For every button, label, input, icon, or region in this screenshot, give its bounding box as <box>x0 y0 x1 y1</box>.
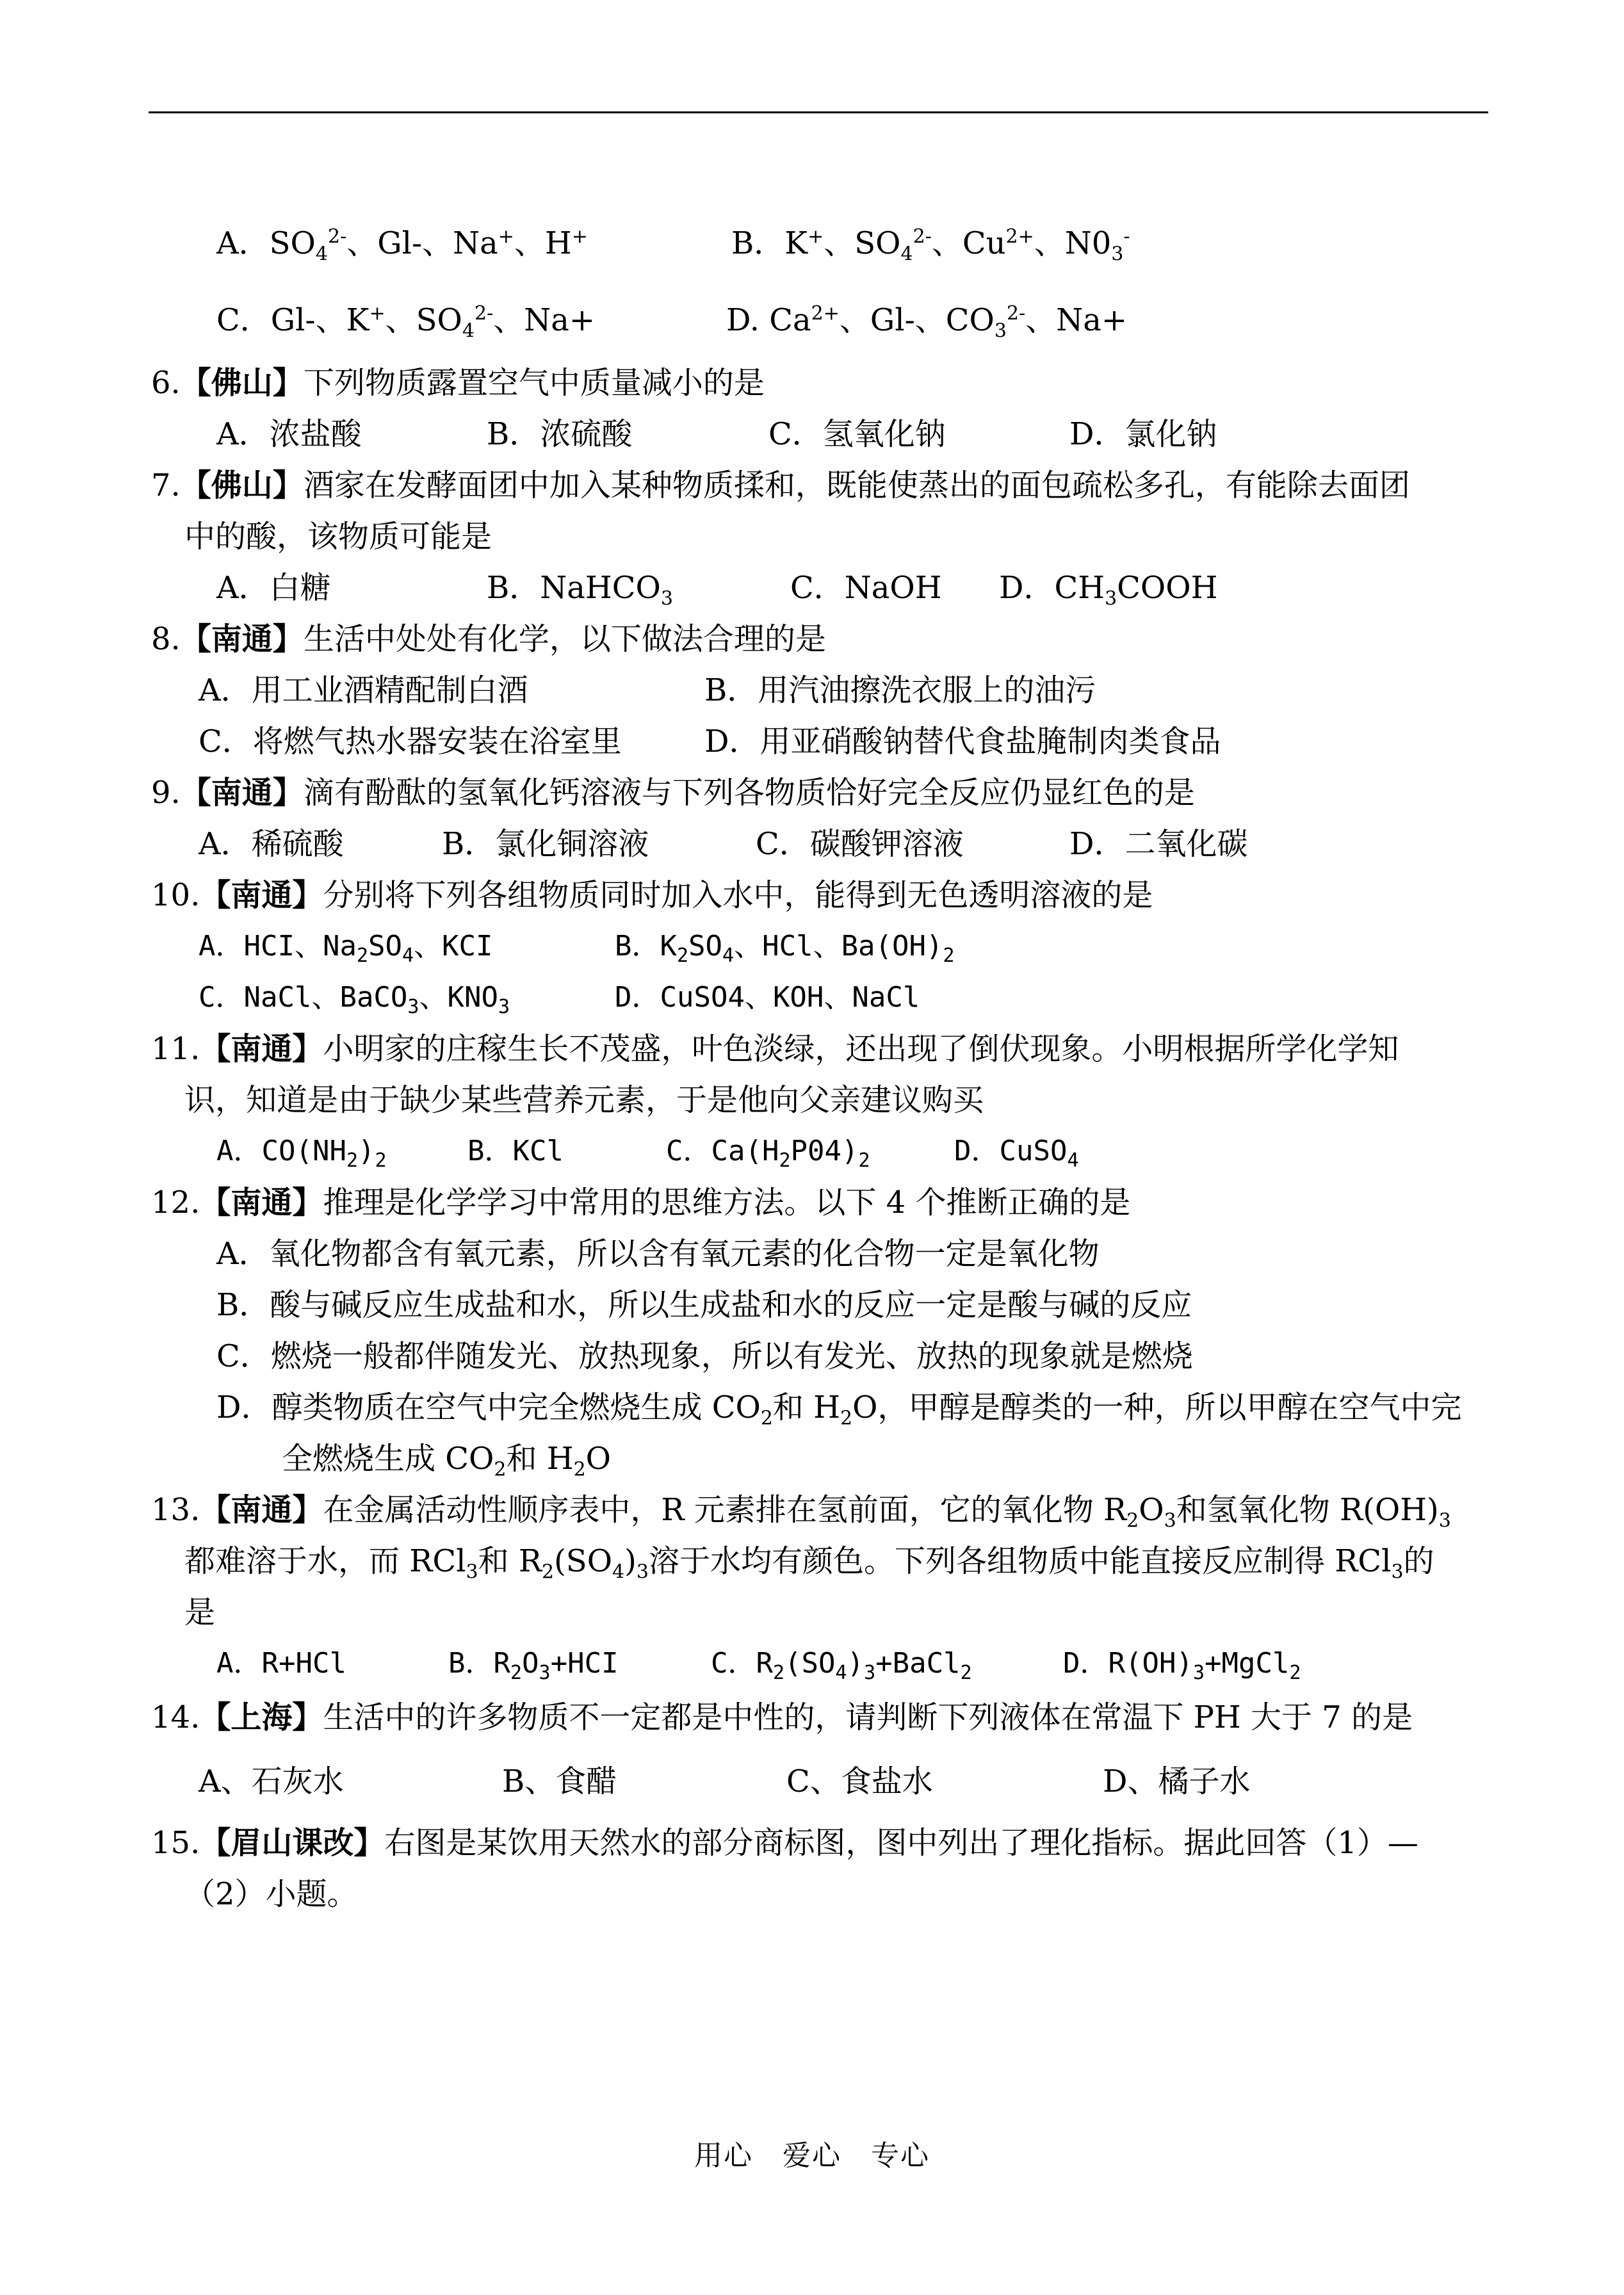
q7-option-b: B．NaHCO$_3$ <box>487 570 673 610</box>
q13-stem-line2: 都难溶于水，而 RCl$_3$和 $R_2(SO_4)_3$溶于水均有颜色。下列各组物质中能直接反应制得 RCl$_3$的 <box>184 1543 1434 1584</box>
q14-option-b: B、食醋 <box>502 1764 617 1799</box>
q13-stem-line1: 13.【南通】在金属活动性顺序表中，R 元素排在氢前面，它的氧化物 $R_2O_3$和氢氧化物 $R(OH)_3$ <box>151 1492 1451 1532</box>
q6-option-a: A．浓盐酸 <box>216 416 362 452</box>
q14-option-c: C、食盐水 <box>786 1764 933 1799</box>
q12-option-d-line2: 全燃烧生成 $CO_2$和 $H_2O$ <box>282 1441 612 1481</box>
q12-option-c: C．燃烧一般都伴随发光、放热现象，所以有发光、放热的现象就是燃烧 <box>216 1338 1193 1374</box>
q8-option-d: D．用亚硝酸钠替代食盐腌制肉类食品 <box>704 724 1221 759</box>
q12-stem: 12.【南通】推理是化学学习中常用的思维方法。以下 4 个推断正确的是 <box>151 1185 1131 1220</box>
q13-option-b: B．$R_2O_3+HCI$ <box>448 1647 619 1684</box>
q12-option-a: A．氧化物都含有氧元素，所以含有氧元素的化合物一定是氧化物 <box>216 1236 1100 1272</box>
q10-option-c: C．NaCl、BaCO$_3$、$KNO_3$ <box>199 981 510 1018</box>
q7-option-c: C．NaOH <box>790 570 942 606</box>
page-footer: 用心 爱心 专心 <box>694 2139 930 2172</box>
q5-option-a: A．$SO_4^{2-}$、Gl-、Na+、H+ <box>216 225 588 266</box>
q14-option-a: A、石灰水 <box>199 1764 344 1799</box>
q8-option-a: A．用工业酒精配制白酒 <box>199 672 528 708</box>
q10-stem: 10.【南通】分别将下列各组物质同时加入水中，能得到无色透明溶液的是 <box>151 877 1153 913</box>
q9-option-b: B．氯化铜溶液 <box>442 826 649 862</box>
q14-stem: 14.【上海】生活中的许多物质不一定都是中性的，请判断下列液体在常温下 PH 大于 7 的是 <box>151 1699 1413 1735</box>
q11-option-b: B．KCl <box>467 1135 564 1167</box>
q11-stem-line2: 识，知道是由于缺少某些营养元素，于是他向父亲建议购买 <box>184 1082 984 1118</box>
q11-option-a: A．$CO(NH_2)_2$ <box>216 1135 387 1172</box>
q11-stem-line1: 11.【南通】小明家的庄稼生长不茂盛，叶色淡绿，还出现了倒伏现象。小明根据所学化学知 <box>151 1031 1399 1067</box>
q6-option-d: D．氯化钠 <box>1069 416 1217 452</box>
q8-option-b: B．用汽油擦洗衣服上的油污 <box>704 672 1096 708</box>
q15-stem-line2: （2）小题。 <box>184 1876 358 1912</box>
q7-stem-line1: 7.【佛山】酒家在发酵面团中加入某种物质揉和，既能使蒸出的面包疏松多孔，有能除去面团 <box>151 467 1410 503</box>
q13-option-d: D．$R(OH)_3+MgCl_2$ <box>1063 1647 1301 1684</box>
q12-option-d-line1: D．醇类物质在空气中完全燃烧生成 $CO_2$和 $H_2O$，甲醇是醇类的一种，所以甲醇在空气中完 <box>216 1390 1462 1430</box>
q14-option-d: D、橘子水 <box>1103 1764 1251 1799</box>
q15-stem-line1: 15.【眉山课改】右图是某饮用天然水的部分商标图，图中列出了理化指标。据此回答（1）— <box>151 1825 1418 1861</box>
q12-option-b: B．酸与碱反应生成盐和水，所以生成盐和水的反应一定是酸与碱的反应 <box>216 1287 1192 1323</box>
q8-stem: 8.【南通】生活中处处有化学，以下做法合理的是 <box>151 621 826 657</box>
q9-option-a: A．稀硫酸 <box>199 826 344 862</box>
q13-option-c: C．$R_2(SO_4)_3+BaCl_2$ <box>711 1647 972 1684</box>
q11-option-d: D．CuSO$_4$ <box>954 1135 1079 1172</box>
q8-option-c: C．将燃气热水器安装在浴室里 <box>199 724 622 759</box>
q7-stem-line2: 中的酸，该物质可能是 <box>184 519 492 555</box>
q9-stem: 9.【南通】滴有酚酞的氢氧化钙溶液与下列各物质恰好完全反应仍显红色的是 <box>151 775 1195 811</box>
q10-option-a: A．HCI、$Na_2SO_4$、KCI <box>199 930 493 967</box>
q6-option-b: B．浓硫酸 <box>487 416 633 452</box>
q5-option-c: C．Gl-、K+、$SO_4^{2-}$、Na+ <box>216 302 596 343</box>
q5-option-b: B．K+、$SO_4^{2-}$、$Cu^{2+}$、$N0_3^-$ <box>731 225 1130 266</box>
q13-option-a: A．R+HCl <box>216 1647 346 1680</box>
q13-stem-line3: 是 <box>184 1594 216 1630</box>
header-rule <box>149 111 1488 113</box>
q11-option-c: C．$Ca(H_2P04)_2$ <box>666 1135 870 1172</box>
q7-option-d: D．$CH_3COOH$ <box>999 570 1218 610</box>
q6-option-c: C．氢氧化钠 <box>768 416 946 452</box>
q6-stem: 6.【佛山】下列物质露置空气中质量减小的是 <box>151 365 765 401</box>
q5-option-d: D. $Ca^{2+}$、Gl-、$CO_3^{2-}$、Na+ <box>726 302 1128 343</box>
q9-option-d: D．二氧化碳 <box>1069 826 1248 862</box>
q9-option-c: C．碳酸钾溶液 <box>756 826 964 862</box>
q10-option-b: B．$K_2SO_4$、HCl、$Ba(OH)_2$ <box>615 930 955 967</box>
q10-option-d: D．CuSO4、KOH、NaCl <box>615 981 920 1014</box>
q7-option-a: A．白糖 <box>216 570 331 606</box>
